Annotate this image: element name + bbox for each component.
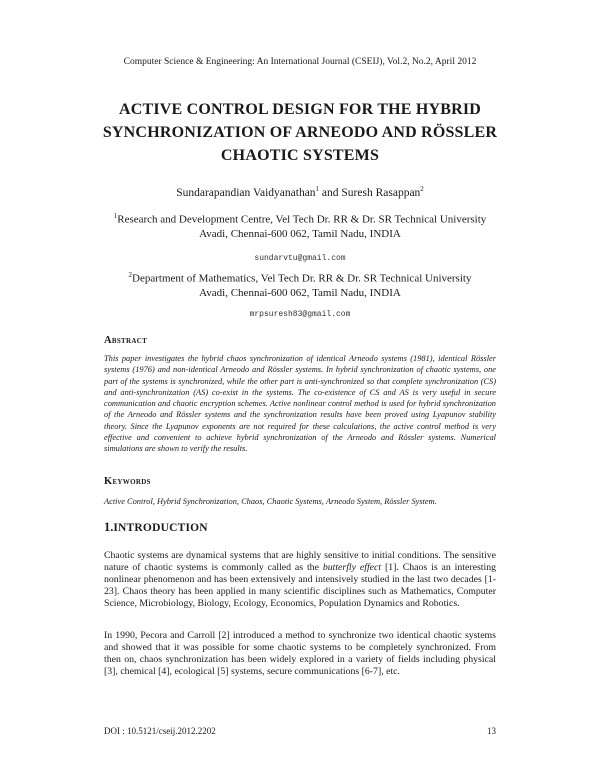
doi-footer: DOI : 10.5121/cseij.2012.2202 xyxy=(104,726,216,736)
author-conjunction: and xyxy=(319,186,342,199)
section-title: INTRODUCTION xyxy=(113,522,208,534)
affiliation-2-line-1: Department of Mathematics, Vel Tech Dr. RR & Dr. SR Technical University xyxy=(132,272,472,285)
author-2: Suresh Rasappan xyxy=(341,186,421,199)
email-1[interactable]: sundarvtu@gmail.com xyxy=(254,254,346,263)
author-list xyxy=(0,185,600,199)
abstract-text: This paper investigates the hybrid chaos synchronization of identical Arneodo systems (1981), identical Rössler systems (1976) and non-identical Arneodo and Rössler systems. In hybrid synchronization of chaotic systems, one part of the systems is synchronized, while the other part is anti-synchronized so that complete synchronization (CS) and anti-synchronization (AS) co-exist in the systems. The co-existence of CS and AS is very useful in secure communication and chaotic encryption schemes. Active nonlinear control method is used for hybrid synchronization of the Arneodo and Rössler systems and the synchronization results have been proved using Lyapunov stability theory. Since the Lyapunov exponents are not required for these calculations, the active control method is very effective and convenient to achieve hybrid synchronization of the Arneodo and Rössler systems. Numerical simulations are shown to verify the results. xyxy=(104,354,496,454)
intro-p1-part-1: Chaotic systems are dynamical systems that are highly sensitive to initial conditions. The sensitive nature of chaotic systems is commonly called as the xyxy=(104,550,496,574)
affiliation-1 xyxy=(60,209,540,241)
email-2[interactable]: mrpsuresh83@gmail.com xyxy=(249,310,351,319)
page-number: 13 xyxy=(487,726,496,736)
author-2-affil-mark: 2 xyxy=(420,185,424,193)
affiliation-2-mark: 2 xyxy=(128,271,133,279)
keywords-text: Active Control, Hybrid Synchronization, Chaos, Chaotic Systems, Arneodo System, Rössler System. xyxy=(104,497,437,506)
introduction-heading xyxy=(104,520,208,535)
intro-paragraph-1 xyxy=(104,550,496,610)
title-line-2: SYNCHRONIZATION OF ARNEODO AND RÖSSLER xyxy=(102,124,498,141)
section-number: 1. xyxy=(104,520,114,534)
affiliation-1-mark: 1 xyxy=(113,212,118,220)
title-line-3: CHAOTIC SYSTEMS xyxy=(220,147,380,164)
running-header: Computer Science & Engineering: An International Journal (CSEIJ), Vol.2, No.2, April 2012 xyxy=(123,57,477,67)
keywords-heading: Keywords xyxy=(104,476,151,487)
intro-paragraph-2: In 1990, Pecora and Carroll [2] introduced a method to synchronize two identical chaotic systems and showed that it was possible for some chaotic systems to be completely synchronized. From then on, chaos synchronization has been widely explored in a variety of fields including physical [3], chemical [4], ecological [5] systems, secure communications [6-7], etc. xyxy=(104,630,496,678)
abstract-heading: Abstract xyxy=(104,335,148,346)
affiliation-1-line-2: Avadi, Chennai-600 062, Tamil Nadu, INDIA xyxy=(199,227,401,240)
paper-title xyxy=(60,98,540,167)
affiliation-2-line-2: Avadi, Chennai-600 062, Tamil Nadu, INDIA xyxy=(199,286,401,299)
author-1: Sundarapandian Vaidyanathan xyxy=(176,186,316,199)
title-line-1: ACTIVE CONTROL DESIGN FOR THE HYBRID xyxy=(118,101,482,118)
affiliation-2 xyxy=(60,268,540,300)
affiliation-1-line-1: Research and Development Centre, Vel Tech Dr. RR & Dr. SR Technical University xyxy=(117,213,487,226)
author-1-affil-mark: 1 xyxy=(315,185,320,193)
intro-p1-emphasis: butterfly effect xyxy=(322,562,382,574)
intro-p1-part-2: [1]. Chaos is an interesting nonlinear phenomenon and has been extensively and intensively studied in the last two decades [1-23]. Chaos theory has been applied in many scientific disciplines such as Mathematics, Computer Science, Microbiology, Biology, Ecology, Economics, Population Dynamics and Robotics. xyxy=(104,562,497,610)
